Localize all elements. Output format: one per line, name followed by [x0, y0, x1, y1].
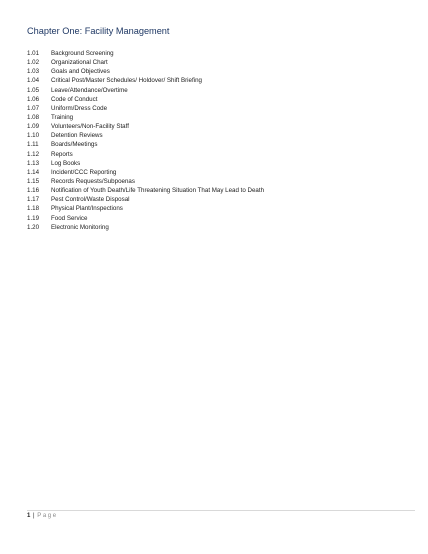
toc-number: 1.05 — [27, 86, 40, 94]
footer-separator: | — [33, 513, 35, 519]
toc-number: 1.04 — [27, 77, 40, 85]
toc-label: Electronic Monitoring — [51, 223, 109, 231]
table-of-contents — [27, 49, 264, 232]
toc-number: 1.10 — [27, 132, 40, 140]
toc-label: Pest Control/Waste Disposal — [51, 196, 130, 204]
toc-entry — [27, 159, 264, 168]
toc-number: 1.07 — [27, 104, 40, 112]
toc-entry — [27, 195, 264, 204]
toc-entry — [27, 58, 264, 67]
toc-number: 1.20 — [27, 223, 40, 231]
toc-label: Log Books — [51, 159, 81, 167]
toc-entry — [27, 113, 264, 122]
toc-label: Food Service — [51, 214, 88, 222]
toc-label: Reports — [51, 150, 73, 158]
footer-page-word: Page — [37, 513, 58, 519]
toc-entry — [27, 104, 264, 113]
toc-entry — [27, 177, 264, 186]
toc-entry — [27, 86, 264, 95]
toc-number: 1.09 — [27, 123, 40, 131]
toc-number: 1.11 — [27, 141, 39, 149]
toc-label: Uniform/Dress Code — [51, 104, 108, 112]
toc-number: 1.08 — [27, 113, 40, 121]
toc-entry — [27, 76, 264, 85]
toc-label: Critical Post/Master Schedules/ Holdover/ Shift Briefing — [51, 77, 202, 85]
toc-label: Volunteers/Non-Facility Staff — [51, 123, 129, 131]
toc-label: Leave/Attendance/Overtime — [51, 86, 128, 94]
toc-entry — [27, 67, 264, 76]
toc-entry — [27, 49, 264, 58]
toc-entry — [27, 140, 264, 149]
toc-number: 1.14 — [27, 168, 40, 176]
toc-entry — [27, 204, 264, 213]
toc-number: 1.02 — [27, 59, 40, 67]
toc-entry — [27, 214, 264, 223]
toc-label: Code of Conduct — [51, 95, 98, 103]
toc-label: Records Requests/Subpoenas — [51, 177, 135, 185]
toc-number: 1.16 — [27, 187, 40, 195]
page-number: 1 — [27, 513, 31, 519]
toc-number: 1.18 — [27, 205, 40, 213]
toc-number: 1.03 — [27, 68, 40, 76]
toc-number: 1.12 — [27, 150, 40, 158]
toc-number: 1.17 — [27, 196, 40, 204]
toc-entry — [27, 122, 264, 131]
toc-label: Goals and Objectives — [51, 68, 110, 76]
toc-entry — [27, 95, 264, 104]
footer-divider — [27, 510, 415, 511]
toc-entry — [27, 223, 264, 232]
toc-number: 1.06 — [27, 95, 40, 103]
toc-label: Notification of Youth Death/Life Threatening Situation That May Lead to Death — [51, 187, 265, 195]
toc-entry — [27, 131, 264, 140]
toc-entry — [27, 186, 264, 195]
toc-number: 1.19 — [27, 214, 40, 222]
toc-entry — [27, 150, 264, 159]
toc-label: Incident/CCC Reporting — [51, 168, 117, 176]
toc-entry — [27, 168, 264, 177]
toc-label: Boards/Meetings — [51, 141, 98, 149]
toc-number: 1.01 — [27, 50, 40, 57]
toc-number: 1.13 — [27, 159, 40, 167]
toc-label: Organizational Chart — [51, 59, 108, 67]
page-footer — [27, 513, 58, 519]
toc-label: Detention Reviews — [51, 132, 103, 140]
toc-label: Training — [51, 113, 74, 121]
toc-label: Background Screening — [51, 50, 114, 57]
toc-number: 1.15 — [27, 177, 40, 185]
chapter-title: Chapter One: Facility Management — [27, 26, 170, 36]
toc-label: Physical Plant/Inspections — [51, 205, 123, 213]
